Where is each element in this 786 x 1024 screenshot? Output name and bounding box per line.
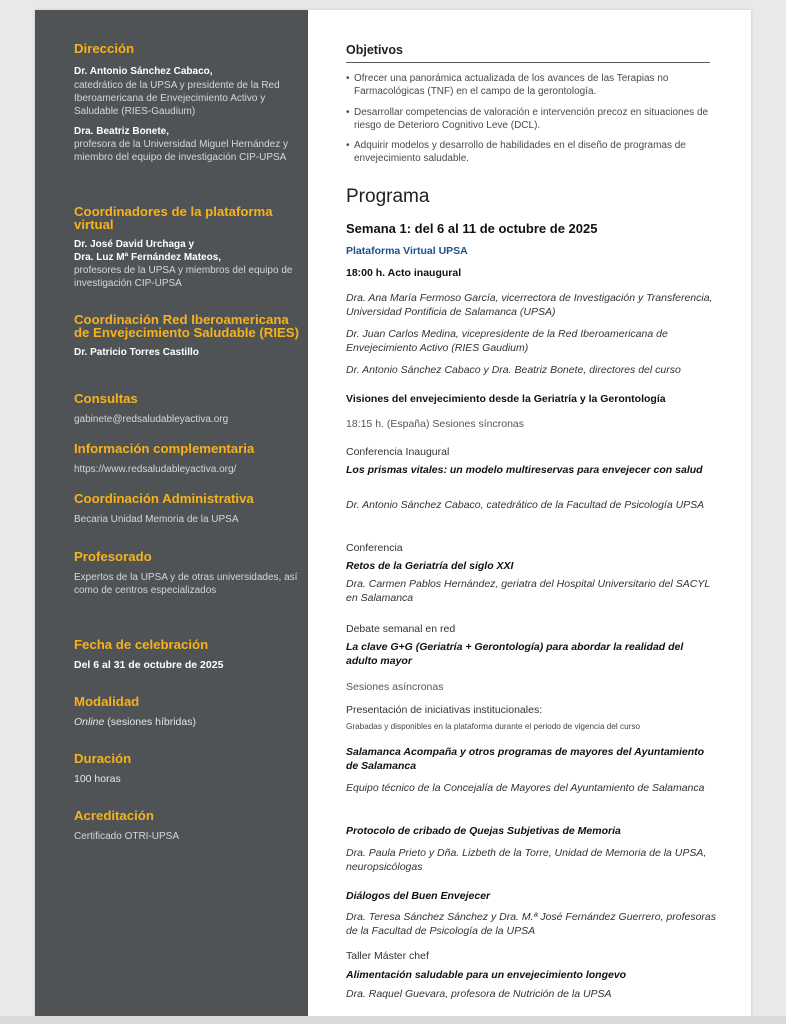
heading-acreditacion: Acreditación	[74, 808, 154, 823]
sidebar-panel	[35, 10, 308, 1024]
heading-consultas: Consultas	[74, 391, 138, 406]
taller-type: Taller Máster chef	[346, 950, 429, 962]
conf1-title: Los prismas vitales: un modelo multireservas para envejecer con salud	[346, 464, 703, 476]
conf2-speaker: Dra. Carmen Pablos Hernández, geriatra del Hospital Universitario del SACYL en Salamanca	[346, 578, 710, 604]
debate-title: La clave G+G (Geriatría + Gerontología) para abordar la realidad del adulto mayor	[346, 641, 684, 667]
section-modalidad	[74, 695, 299, 729]
heading-coordinacion-red: Coordinación Red Iberoamericana de Envejecimiento Saludable (RIES)	[74, 312, 299, 340]
bullet-dot: •	[346, 73, 350, 84]
director-1-desc: catedrático de la UPSA y presidente de la Red Iberoamericana de Envejecimiento Activo y Saludable (RIES-Gaudium)	[74, 79, 280, 117]
ini3-title: Diálogos del Buen Envejecer	[346, 890, 491, 902]
presentacion-note: Grabadas y disponibles en la plataforma durante el periodo de vigencia del curso	[346, 722, 641, 731]
bottom-edge	[0, 1016, 786, 1024]
objetivo-item: • Adquirir modelos y desarrollo de habilidades en el diseño de programas de envejecimiento saludable.	[346, 140, 686, 164]
modalidad-rest: (sesiones híbridas)	[104, 716, 196, 728]
section-profesorado	[74, 550, 299, 597]
sync-sessions: 18:15 h. (España) Sesiones síncronas	[346, 418, 525, 430]
acto-speaker-3: Dr. Antonio Sánchez Cabaco y Dra. Beatriz Bonete, directores del curso	[346, 364, 681, 376]
objetivos-divider	[346, 62, 710, 63]
taller-speaker: Dra. Raquel Guevara, profesora de Nutrición de la UPSA	[346, 988, 612, 1000]
duracion-value: 100 horas	[74, 773, 121, 785]
ini2-speaker: Dra. Paula Prieto y Dña. Lizbeth de la Torre, Unidad de Memoria de la UPSA, neuropsicólogas	[346, 847, 707, 873]
acreditacion-value: Certificado OTRI-UPSA	[74, 831, 180, 842]
heading-informacion: Información complementaria	[74, 441, 255, 456]
section-coordinacion-red	[74, 313, 299, 360]
section-coord-admin	[74, 492, 299, 526]
conf2-title: Retos de la Geriatría del siglo XXI	[346, 560, 514, 572]
taller-title: Alimentación saludable para un envejecimiento longevo	[346, 969, 627, 981]
ini2-title: Protocolo de cribado de Quejas Subjetivas de Memoria	[346, 825, 621, 837]
heading-fecha: Fecha de celebración	[74, 637, 209, 652]
brochure-page	[35, 10, 751, 1024]
acto-speaker-1: Dra. Ana María Fermoso García, vicerrectora de Investigación y Transferencia, Universidad Pontificia de Salamanca (UPSA)	[346, 292, 713, 318]
coordinators-desc: profesores de la UPSA y miembros del equipo de investigación CIP-UPSA	[74, 265, 293, 289]
bullet-dot: •	[346, 140, 350, 151]
section-fecha	[74, 638, 299, 672]
section-informacion	[74, 442, 299, 476]
consultas-email[interactable]: gabinete@redsaludableyactiva.org	[74, 414, 229, 425]
bullet-dot: •	[346, 107, 350, 118]
conf1-type: Conferencia Inaugural	[346, 446, 450, 458]
fecha-value: Del 6 al 31 de octubre de 2025	[74, 659, 224, 671]
conf1-speaker: Dr. Antonio Sánchez Cabaco, catedrático de la Facultad de Psicología UPSA	[346, 499, 705, 511]
presentacion-label: Presentación de iniciativas institucionales:	[346, 704, 543, 716]
section-acreditacion	[74, 809, 299, 843]
director-1-name: Dr. Antonio Sánchez Cabaco,	[74, 66, 213, 77]
ini3-speaker: Dra. Teresa Sánchez Sánchez y Dra. M.ª José Fernández Guerrero, profesoras de la Facultad de Psicología de la UPSA	[346, 911, 717, 937]
heading-coordinadores: Coordinadores de la plataforma virtual	[74, 204, 273, 232]
platform-label: Plataforma Virtual UPSA	[346, 245, 468, 257]
objetivo-item: • Ofrecer una panorámica actualizada de los avances de las Terapias no Farmacológicas (TNF) en el campo de la gerontología.	[346, 73, 669, 97]
director-2-desc: profesora de la Universidad Miguel Hernández y miembro del equipo de investigación CIP-UPSA	[74, 139, 289, 163]
week-heading: Semana 1: del 6 al 11 de octubre de 2025	[346, 221, 598, 236]
acto-speaker-2: Dr. Juan Carlos Medina, vicepresidente de la Red Iberoamericana de Envejecimiento Activo (RIES Gaudium)	[346, 328, 668, 354]
ini1-speaker: Equipo técnico de la Concejalía de Mayores del Ayuntamiento de Salamanca	[346, 782, 705, 794]
heading-profesorado: Profesorado	[74, 549, 152, 564]
conf2-type: Conferencia	[346, 542, 403, 554]
section-direccion	[74, 42, 299, 164]
coordinacion-red-name: Dr. Patricio Torres Castillo	[74, 347, 199, 358]
acto-inaugural: 18:00 h. Acto inaugural	[346, 267, 462, 279]
section-duracion	[74, 752, 299, 786]
visiones-heading: Visiones del envejecimiento desde la Geriatría y la Gerontología	[346, 393, 666, 405]
coordinator-name-2: Dra. Luz Mª Fernández Mateos,	[74, 251, 222, 263]
programa-heading: Programa	[346, 186, 430, 207]
director-2-name: Dra. Beatriz Bonete,	[74, 125, 170, 137]
heading-direccion: Dirección	[74, 41, 135, 56]
async-sessions: Sesiones asíncronas	[346, 681, 444, 693]
modalidad-value	[74, 716, 299, 729]
heading-coord-admin: Coordinación Administrativa	[74, 491, 254, 506]
ini1-title: Salamanca Acompaña y otros programas de mayores del Ayuntamiento de Salamanca	[346, 746, 705, 772]
modalidad-online: Online	[74, 716, 105, 728]
section-coordinadores	[74, 205, 299, 290]
debate-type: Debate semanal en red	[346, 623, 456, 635]
informacion-url[interactable]: https://www.redsaludableyactiva.org/	[74, 464, 237, 475]
heading-modalidad: Modalidad	[74, 694, 140, 709]
heading-duracion: Duración	[74, 751, 132, 766]
coord-admin-value: Becaria Unidad Memoria de la UPSA	[74, 514, 239, 525]
profesorado-value: Expertos de la UPSA y de otras universidades, así como de centros especializados	[74, 572, 298, 596]
objetivos-heading: Objetivos	[346, 43, 403, 57]
section-consultas	[74, 392, 299, 426]
coordinator-name-1: Dr. José David Urchaga y	[74, 239, 195, 250]
objetivo-item: • Desarrollar competencias de valoración e intervención precoz en situaciones de riesgo de Deterioro Cognitivo Leve (DCL).	[346, 107, 709, 131]
